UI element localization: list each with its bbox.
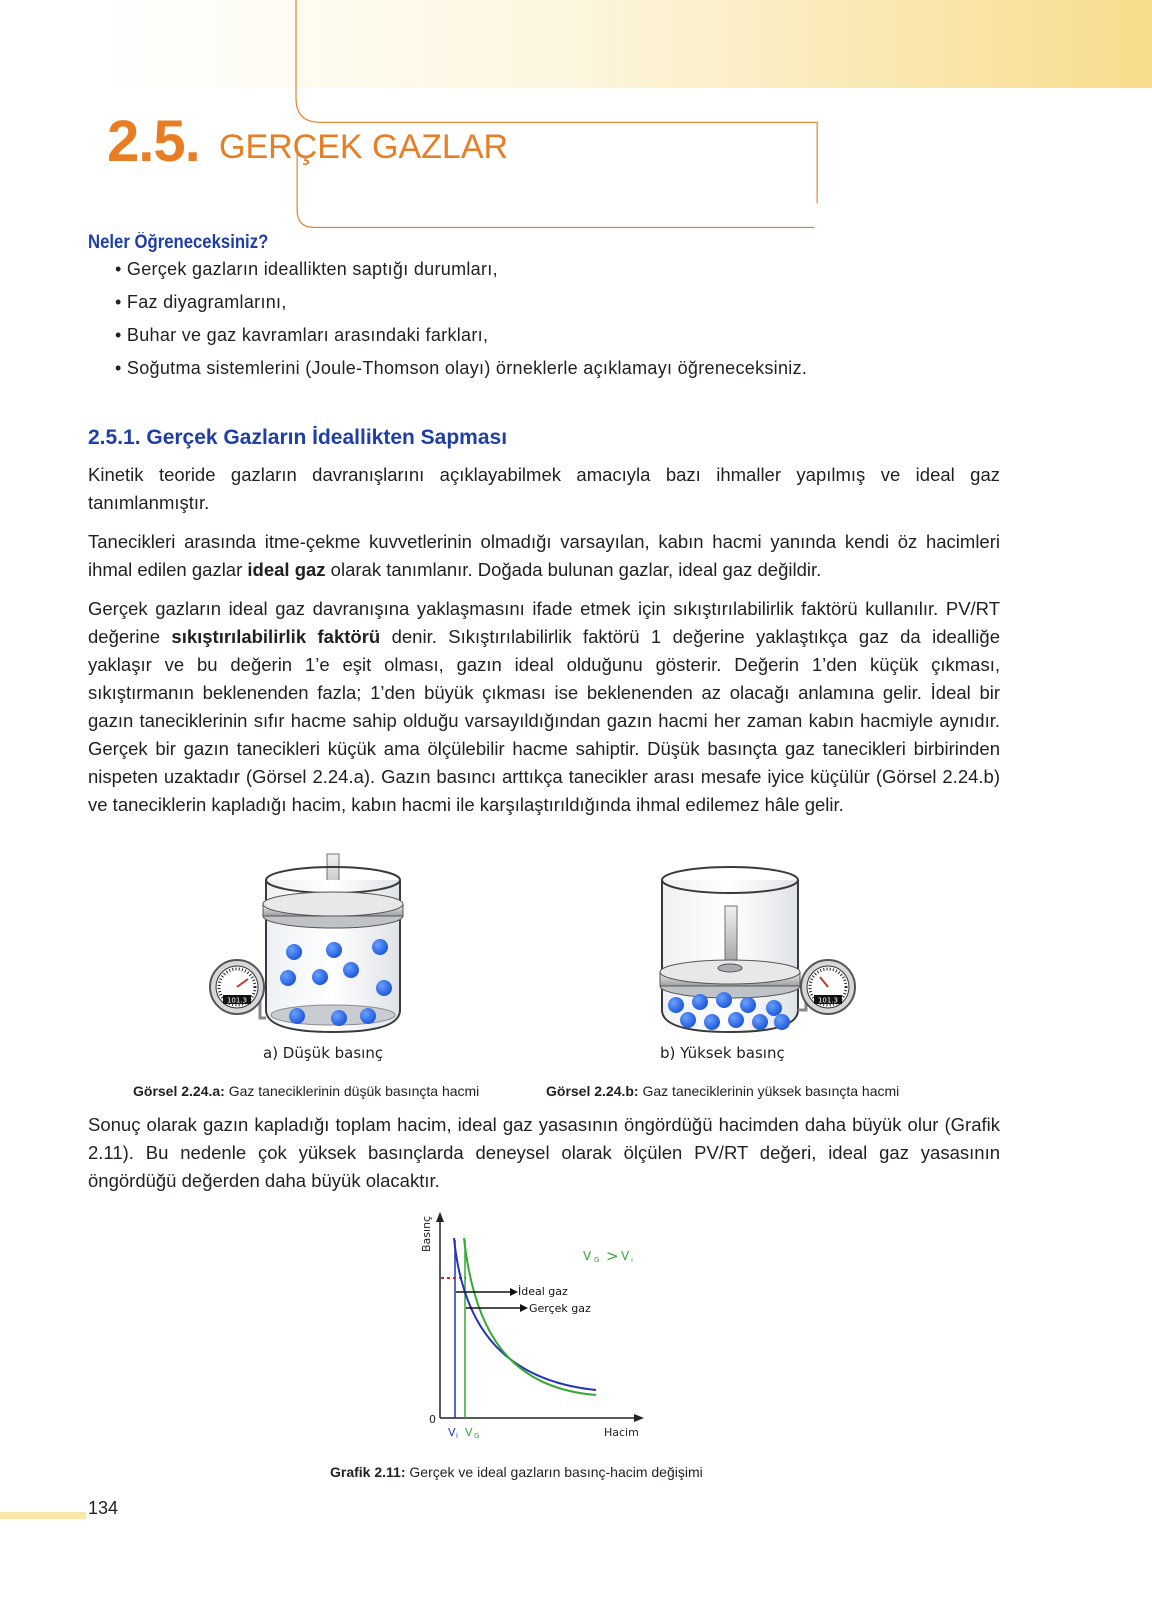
list-item: • Faz diyagramlarını,: [115, 292, 287, 312]
term-compressibility: sıkıştırılabilirlik faktörü: [171, 626, 381, 647]
paragraph-4: Sonuç olarak gazın kapladığı toplam hacim, ideal gaz yasasının öngördüğü hacimden daha büyük olur (Grafik 2.11). Bu nedenle çok yüksek basınçlarda deneysel olarak ölçülen PV/RT değeri, ideal gaz yasasının öngördüğü değerden daha büyük olacaktır.: [88, 1114, 1000, 1191]
svg-text:V: V: [621, 1249, 630, 1263]
figure-b-caption: Görsel 2.24.b: Gaz taneciklerinin yüksek basınçta hacmi: [546, 1083, 900, 1099]
ideal-gas-label: İdeal gaz: [518, 1285, 568, 1298]
gauge-reading: 101.3: [226, 996, 248, 1005]
learn-box-heading: Neler Öğreneceksiniz?: [88, 232, 269, 253]
gas-particle: [343, 962, 359, 978]
gas-particle: [372, 939, 388, 955]
vi-tick-label: [448, 1426, 458, 1440]
svg-text:V: V: [448, 1426, 456, 1439]
svg-text:i: i: [631, 1256, 633, 1264]
gas-particle: [289, 1008, 305, 1024]
paragraph-2: Tanecikleri arasında itme-çekme kuvvetlerinin olmadığı varsayılan, kabın hacmi yanında kendi öz hacimleri ihmal edilen gazlar ideal gaz olarak tanımlanır. Doğada bulunan gazlar, ideal gaz değildir.: [88, 531, 1000, 580]
vg-tick-label: [465, 1426, 479, 1440]
paragraph-3: Gerçek gazların ideal gaz davranışına yaklaşmasını ifade etmek için sıkıştırılabilirlik faktörü kullanılır. PV/RT değerine sıkıştırılabilirlik faktörü denir. Sıkıştırılabilirlik faktörü 1 değerine yaklaştıkça gaz da idealliğe yaklaşır ve bu değerin 1’e eşit olması, gazın ideal olduğunu gösterir. Değerin 1’den küçük çıkması, sıkıştırmanın beklenenden fazla; 1’den büyük çıkması ise beklenenden az olacağı anlamına gelir. İdeal bir gazın taneciklerinin sıfır hacme sahip olduğu varsayıldığından gazın hacmi her zaman kabın hacmiyle aynıdır. Gerçek bir gazın tanecikleri küçük ama ölçülebilir hacme sahiptir. Düşük basınçta gaz tanecikleri birbirinden nispeten uzaktadır (Görsel 2.24.a). Gazın basıncı arttıkça tanecikler arası mesafe iyice küçülür (Görsel 2.24.b) ve taneciklerin kapladığı hacim, kabın hacmi ile karşılaştırıldığında ihmal edilemez hâle gelir.: [88, 598, 1000, 815]
real-gas-label: Gerçek gaz: [529, 1302, 591, 1315]
paragraph-1: Kinetik teoride gazların davranışlarını açıklayabilmek amacıyla bazı ihmaller yapılmış ve ideal gaz tanımlanmıştır.: [88, 464, 1000, 513]
learn-box-list: [115, 259, 807, 391]
gas-particle: [326, 942, 342, 958]
gas-particle: [740, 997, 756, 1013]
gas-particle: [752, 1014, 768, 1030]
cylinder-low-pressure-illustration: [180, 850, 440, 1045]
gas-particle: [680, 1012, 696, 1028]
cylinder-high-pressure-illustration: [650, 850, 870, 1045]
figure-b-label: b) Yüksek basınç: [660, 1044, 785, 1062]
gas-particle: [766, 1000, 782, 1016]
svg-text:G: G: [474, 1432, 480, 1440]
gas-particle: [286, 944, 302, 960]
gas-particle: [728, 1012, 744, 1028]
svg-text:>: >: [606, 1247, 619, 1265]
pressure-gauge-icon: [210, 960, 264, 1014]
pressure-volume-graph: [410, 1210, 660, 1450]
pressure-gauge-icon: [801, 960, 855, 1014]
subsection-title: 2.5.1. Gerçek Gazların İdeallikten Sapması: [88, 426, 508, 449]
footer-bar: [0, 1512, 86, 1519]
graph-caption: Grafik 2.11: Gerçek ve ideal gazların basınç-hacim değişimi: [330, 1464, 703, 1480]
origin-label: 0: [429, 1413, 436, 1426]
section-title: GERÇEK GAZLAR: [219, 128, 509, 166]
page-number: 134: [88, 1498, 119, 1518]
list-item: • Soğutma sistemlerini (Joule-Thomson olayı) örneklerle açıklamayı öğreneceksiniz.: [115, 358, 808, 378]
gas-particle: [692, 994, 708, 1010]
gas-particle: [312, 969, 328, 985]
svg-text:V: V: [465, 1426, 473, 1439]
gas-particle: [280, 970, 296, 986]
section-number: 2.5.: [107, 109, 200, 174]
gas-particle: [376, 980, 392, 996]
gas-particle: [668, 997, 684, 1013]
gas-particle: [716, 992, 732, 1008]
svg-text:i: i: [456, 1432, 458, 1440]
volume-relation-label: [583, 1247, 633, 1265]
term-ideal-gas: ideal gaz: [247, 559, 326, 580]
figure-a-label: a) Düşük basınç: [263, 1044, 384, 1062]
svg-text:V: V: [583, 1249, 592, 1263]
x-axis-label: Hacim: [604, 1426, 639, 1439]
figure-a-caption: Görsel 2.24.a: Gaz taneciklerinin düşük basınçta hacmi: [133, 1083, 480, 1099]
svg-text:G: G: [594, 1256, 600, 1264]
list-item: • Buhar ve gaz kavramları arasındaki farkları,: [115, 325, 489, 345]
gas-particle: [704, 1014, 720, 1030]
gas-particle: [331, 1010, 347, 1026]
gas-particle: [774, 1014, 790, 1030]
gauge-reading: 101.3: [817, 996, 839, 1005]
list-item: • Gerçek gazların ideallikten saptığı durumları,: [115, 259, 498, 279]
gas-particle: [360, 1008, 376, 1024]
y-axis-label: Basınç: [420, 1215, 433, 1252]
